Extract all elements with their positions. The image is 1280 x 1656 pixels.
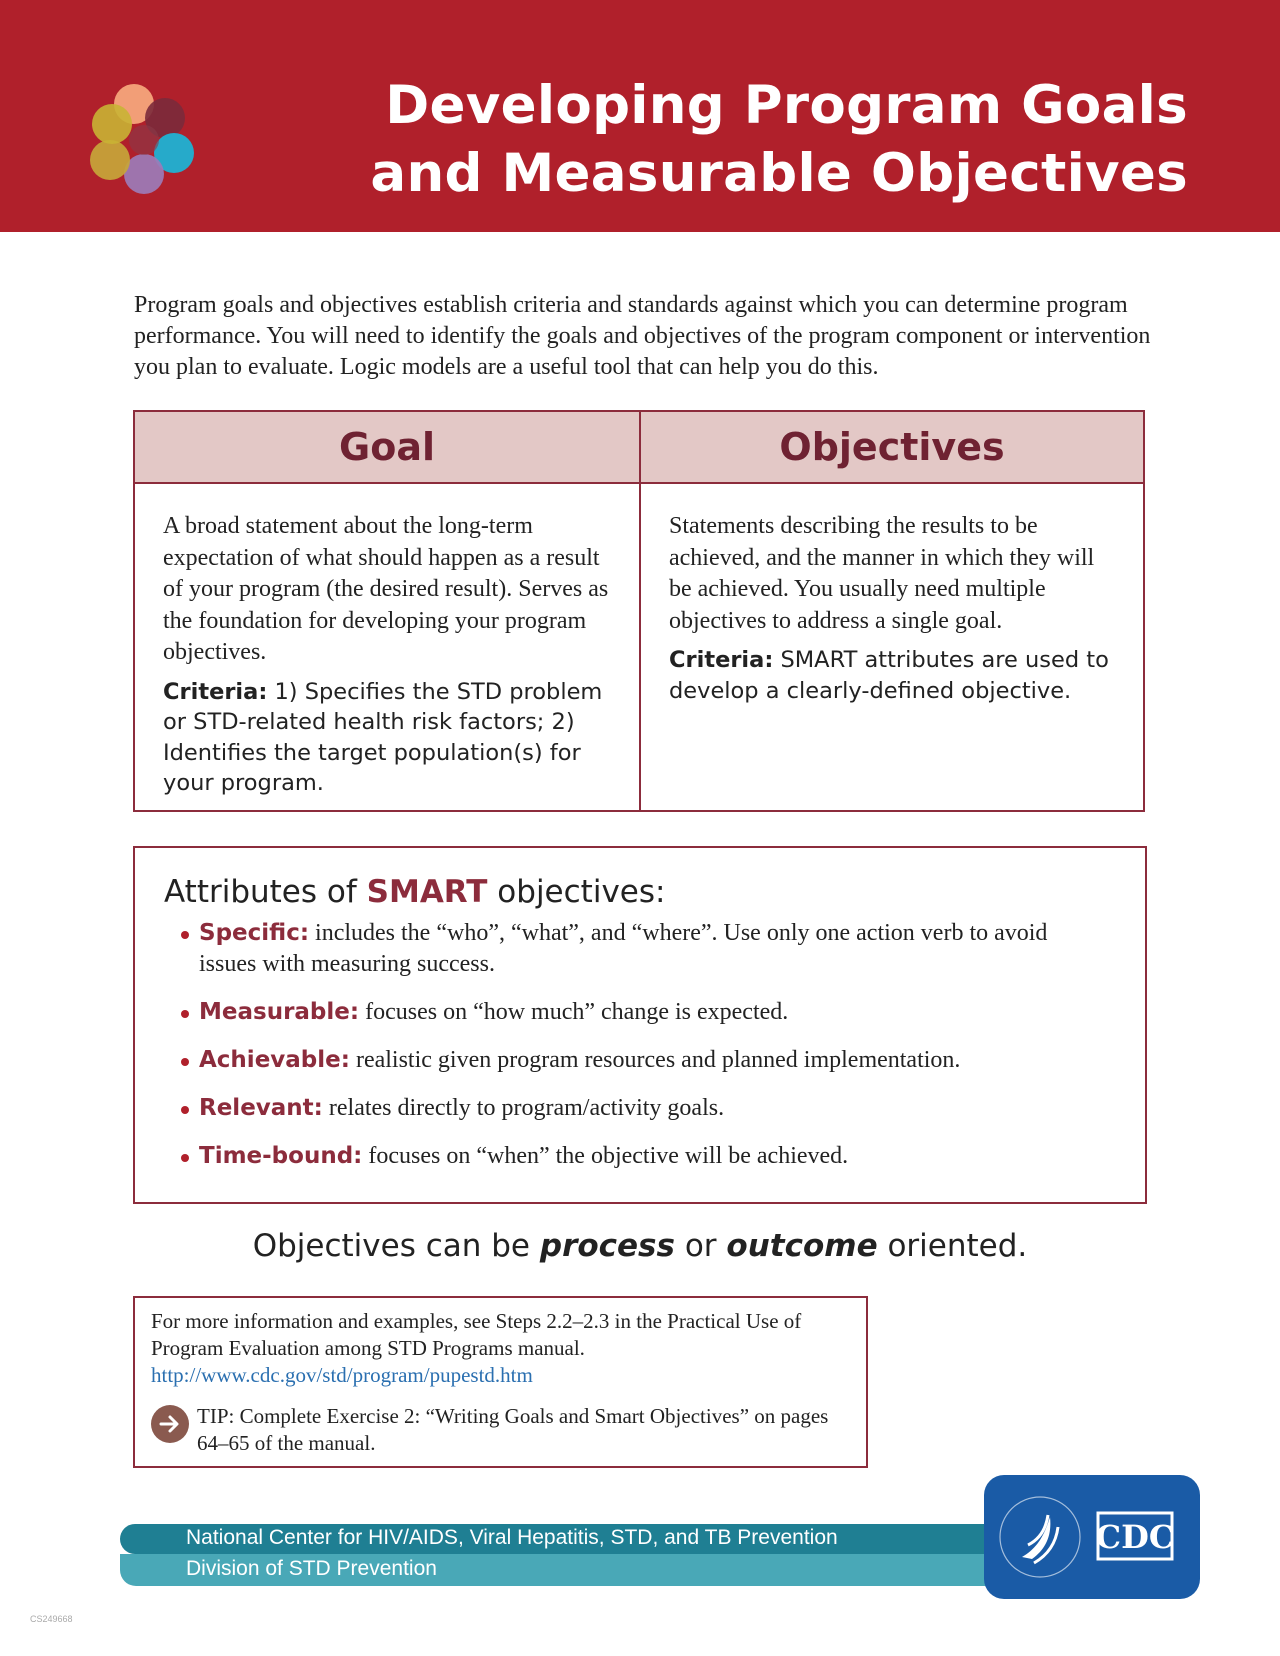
bullet-icon xyxy=(181,1058,189,1066)
cdc-logo-box xyxy=(984,1475,1200,1599)
national-center-label: National Center for HIV/AIDS, Viral Hepatitis, STD, and TB Prevention xyxy=(186,1526,838,1549)
smart-attributes-box xyxy=(133,846,1147,1204)
objectives-orientation-statement: Objectives can be process or outcome oriented. xyxy=(252,1228,1028,1264)
smart-list xyxy=(181,918,1101,1189)
smart-item-measurable: Measurable: focuses on “how much” change is expected. xyxy=(181,997,1101,1028)
bullet-icon xyxy=(181,931,189,939)
goal-column xyxy=(135,412,641,810)
footer-band-bottom xyxy=(120,1554,1000,1586)
tip-row xyxy=(151,1403,850,1457)
bullet-icon xyxy=(181,1154,189,1162)
smart-item-relevant: Relevant: relates directly to program/activity goals. xyxy=(181,1093,1101,1124)
tip-text: TIP: Complete Exercise 2: “Writing Goals and Smart Objectives” on pages 64–65 of the manual. xyxy=(197,1404,829,1455)
colorful-circles-logo xyxy=(86,80,206,200)
goal-heading: Goal xyxy=(135,412,639,484)
objectives-criteria: Criteria: SMART attributes are used to develop a clearly-defined objective. xyxy=(669,647,1109,704)
manual-link[interactable]: http://www.cdc.gov/std/program/pupestd.htm xyxy=(151,1363,533,1387)
more-info-text: For more information and examples, see Steps 2.2–2.3 in the Practical Use of Program Evaluation among STD Programs manual. xyxy=(151,1309,802,1360)
objectives-column xyxy=(641,412,1143,810)
cdc-logo-text: CDC xyxy=(1095,1518,1175,1556)
intro-paragraph: Program goals and objectives establish criteria and standards against which you can determine program performance. You will need to identify the goals and objectives of the program component or intervention you plan to evaluate. Logic models are a useful tool that can help you do this. xyxy=(134,292,1151,380)
document-code: CS249668 xyxy=(30,1614,73,1624)
smart-item-achievable: Achievable: realistic given program resources and planned implementation. xyxy=(181,1045,1101,1076)
smart-item-time-bound: Time-bound: focuses on “when” the objective will be achieved. xyxy=(181,1141,1101,1172)
more-info-box xyxy=(133,1296,868,1468)
hhs-cdc-logo-graphic xyxy=(984,1475,1200,1599)
goal-criteria: Criteria: 1) Specifies the STD problem or STD-related health risk factors; 2) Identifies the target population(s) for your program. xyxy=(163,678,603,796)
arrow-right-icon xyxy=(151,1405,189,1443)
goal-description: A broad statement about the long-term expectation of what should happen as a result of your program (the desired result). Serves as the foundation for developing your program objectives. xyxy=(163,513,609,665)
footer-band-top xyxy=(120,1524,1000,1554)
goal-objectives-table xyxy=(133,410,1145,812)
smart-title: Attributes of SMART objectives: xyxy=(164,874,666,910)
bullet-icon xyxy=(181,1106,189,1114)
objectives-heading: Objectives xyxy=(641,412,1143,484)
division-label: Division of STD Prevention xyxy=(186,1557,437,1580)
bullet-icon xyxy=(181,1010,189,1018)
page-title: Developing Program Goals and Measurable Objectives xyxy=(370,75,1188,204)
header-banner xyxy=(0,0,1280,232)
objectives-description: Statements describing the results to be achieved, and the manner in which they will be achieved. You usually need multiple objectives to address a single goal. xyxy=(669,513,1095,634)
smart-item-specific: Specific: includes the “who”, “what”, and “where”. Use only one action verb to avoid issues with measuring success. xyxy=(181,918,1101,980)
